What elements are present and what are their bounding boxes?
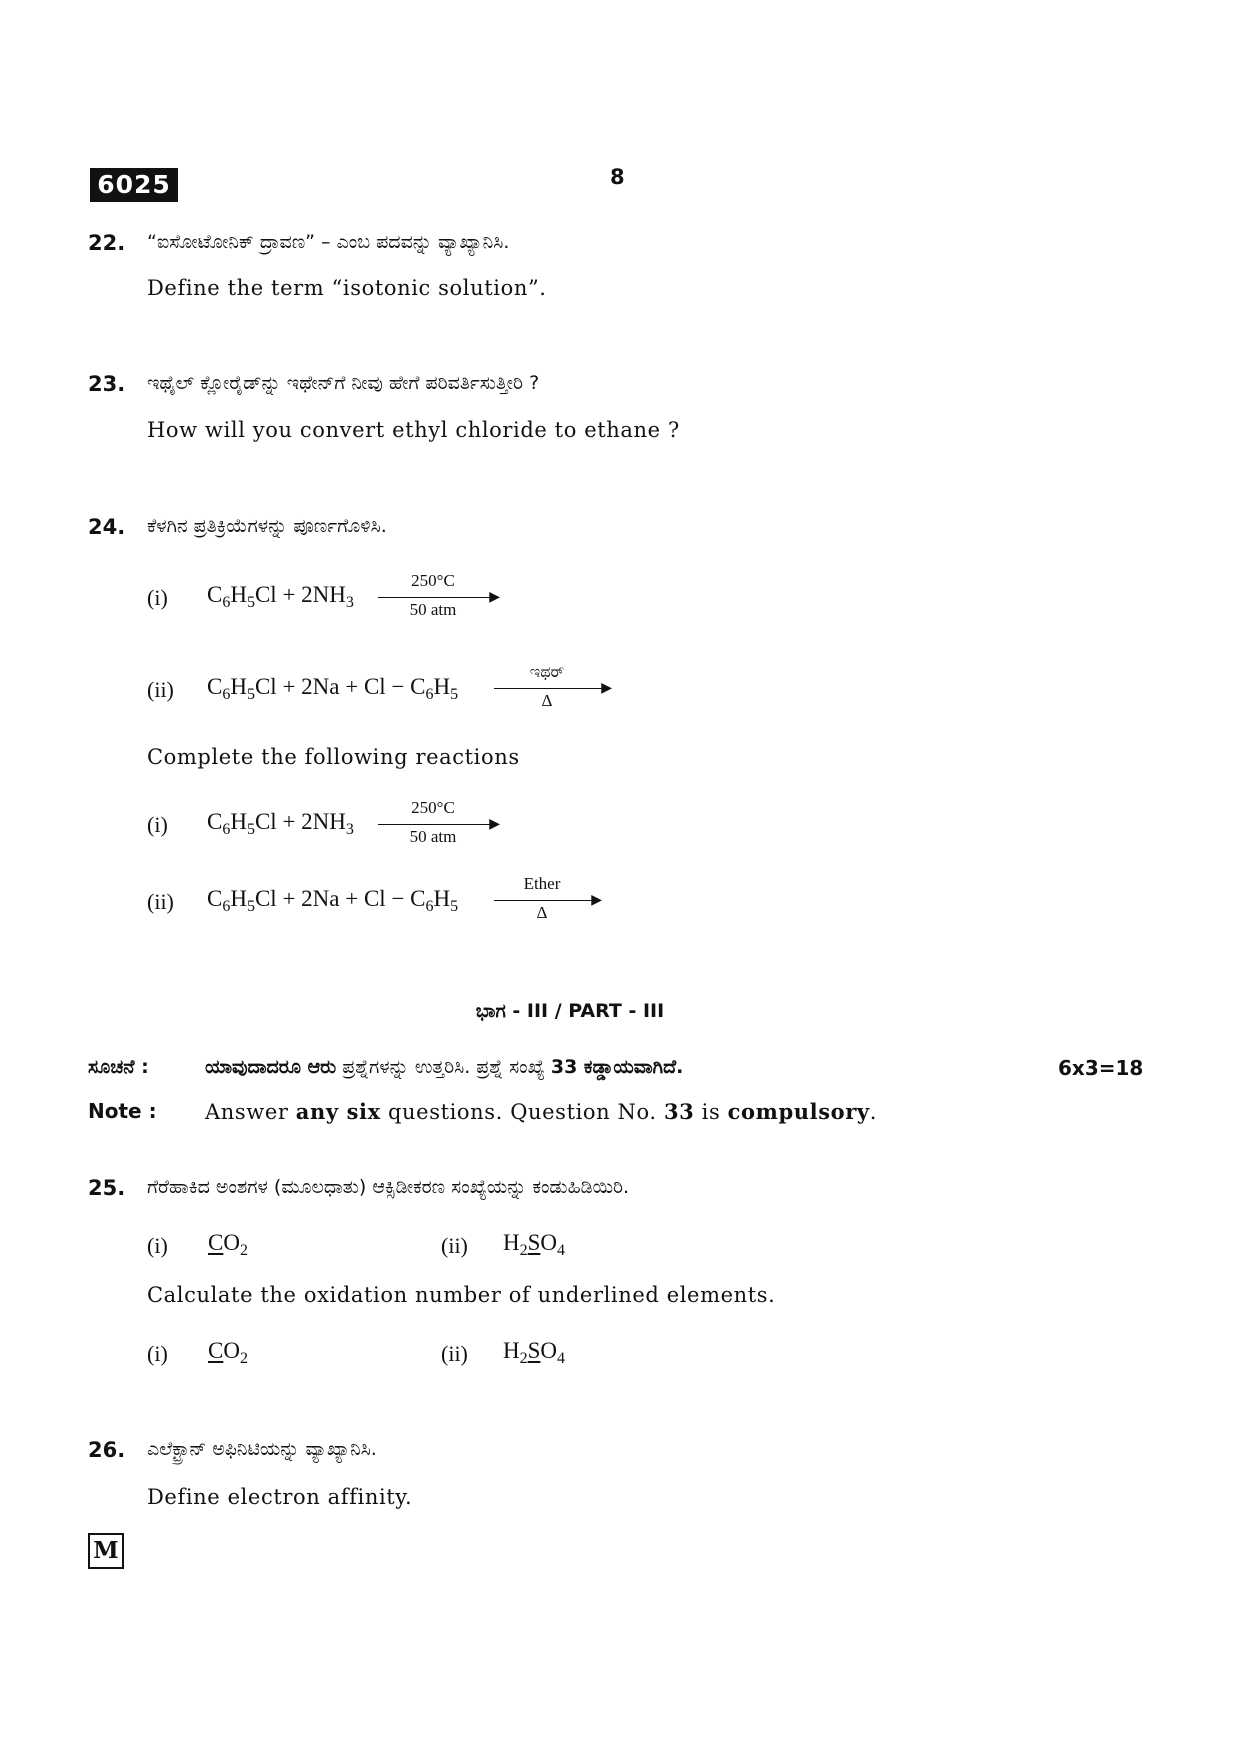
q25-en-roman-ii: (ii) [441,1341,468,1366]
arrow-head-icon: ▶ [489,589,500,605]
q24-en-roman-i: (i) [147,812,168,837]
arrow-line [378,597,494,598]
q22-english: Define the term “isotonic solution”. [147,276,547,300]
q26-english: Define electron affinity. [147,1485,413,1509]
arrow-condition-pressure: 50 atm [409,600,457,619]
q22-kannada: “ಐಸೋಟೋನಿಕ್ ದ್ರಾವಣ” – ಎಂಬ ಪದವನ್ನು ವ್ಯಾಖ್ಯಾನಿಸಿ. [147,231,510,253]
marks-scheme: 6x3=18 [1058,1056,1144,1080]
q24-en-reaction-i: $C_6H_5Cl + 2NH_3$ [207,809,354,838]
paper-code-badge: 6025 [90,168,178,202]
q24-kn-arrow-ii [494,662,612,716]
suchane-any-six: ಯಾವುದಾದರೂ ಆರು [205,1056,337,1078]
q24-en-reaction-ii: $C_6H_5Cl + 2Na + Cl - C_6H_5$ [207,886,459,915]
suchane-middle: ಪ್ರಶ್ನೆಗಳನ್ನು ಉತ್ತರಿಸಿ. ಪ್ರಶ್ನೆ ಸಂಖ್ಯೆ [336,1056,551,1078]
note-text [205,1099,877,1124]
q25-en-co2: $CO_2$ [208,1338,248,1367]
arrow-line [378,824,494,825]
part-three-heading: ಭಾಗ - III / PART - III [475,1000,665,1022]
arrow-head-icon: ▶ [601,680,612,696]
arrow-condition-ether: Ether [523,874,561,893]
arrow-condition-temp: 250°C [411,571,455,590]
note-answer: Answer [205,1100,296,1124]
q24-en-arrow-ii [494,874,602,928]
arrow-condition-heat: Δ [541,691,553,710]
q26-kannada: ಎಲೆಕ್ಟ್ರಾನ್ ಅಫಿನಿಟಿಯನ್ನು ವ್ಯಾಖ್ಯಾನಿಸಿ. [147,1438,377,1460]
arrow-head-icon: ▶ [591,892,602,908]
q25-kn-h2so4: $H_2SO_4$ [503,1230,566,1259]
arrow-condition-ether-kn: ಇಥರ್ [529,662,565,681]
q25-kn-roman-i: (i) [147,1233,168,1258]
note-label: Note : [88,1099,157,1123]
medium-mark-box: M [88,1533,124,1569]
q25-kn-co2: $CO_2$ [208,1230,248,1259]
q25-kn-roman-ii: (ii) [441,1233,468,1258]
q22-number: 22. [88,231,126,255]
note-compulsory: compulsory [727,1099,870,1124]
arrow-condition-heat: Δ [536,903,548,922]
q23-number: 23. [88,372,126,396]
q24-en-arrow-i [378,798,500,852]
q23-english: How will you convert ethyl chloride to ethane ? [147,418,680,442]
note-q-number: 33 [663,1099,695,1124]
q26-number: 26. [88,1438,126,1462]
q24-english: Complete the following reactions [147,745,520,769]
q23-kannada: ಇಥೈಲ್ ಕ್ಲೋರೈಡ್‌ನ್ನು ಇಥೇನ್‌ಗೆ ನೀವು ಹೇಗೆ ಪರಿವರ್ತಿಸುತ್ತೀರಿ ? [147,372,540,394]
q24-kn-arrow-i [378,571,500,625]
q24-number: 24. [88,515,126,539]
q25-english: Calculate the oxidation number of underlined elements. [147,1283,776,1307]
arrow-condition-temp: 250°C [411,798,455,817]
arrow-head-icon: ▶ [489,816,500,832]
note-is: is [694,1100,728,1124]
q25-en-roman-i: (i) [147,1341,168,1366]
suchane-label: ಸೂಚನೆ : [88,1056,149,1078]
q25-number: 25. [88,1176,126,1200]
q24-kn-roman-i: (i) [147,585,168,610]
note-any-six: any six [295,1099,381,1124]
arrow-line [494,900,596,901]
suchane-compulsory: 33 ಕಡ್ಡಾಯವಾಗಿದೆ. [550,1056,684,1078]
suchane-text [205,1056,683,1078]
q24-kn-reaction-i: $C_6H_5Cl + 2NH_3$ [207,582,354,611]
q24-kannada: ಕೆಳಗಿನ ಪ್ರತಿಕ್ರಿಯೆಗಳನ್ನು ಪೂರ್ಣಗೊಳಿಸಿ. [147,515,387,537]
q24-en-roman-ii: (ii) [147,889,174,914]
q24-kn-roman-ii: (ii) [147,677,174,702]
note-period: . [869,1100,877,1124]
arrow-condition-pressure: 50 atm [409,827,457,846]
page-number: 8 [610,165,625,189]
q25-kannada: ಗೆರೆಹಾಕಿದ ಅಂಶಗಳ (ಮೂಲಧಾತು) ಆಕ್ಸಿಡೀಕರಣ ಸಂಖ್ಯೆಯನ್ನು ಕಂಡುಹಿಡಿಯಿರಿ. [147,1176,630,1198]
q25-en-h2so4: $H_2SO_4$ [503,1338,566,1367]
arrow-line [494,688,606,689]
note-questions: questions. Question No. [380,1100,664,1124]
q24-kn-reaction-ii: $C_6H_5Cl + 2Na + Cl - C_6H_5$ [207,674,459,703]
